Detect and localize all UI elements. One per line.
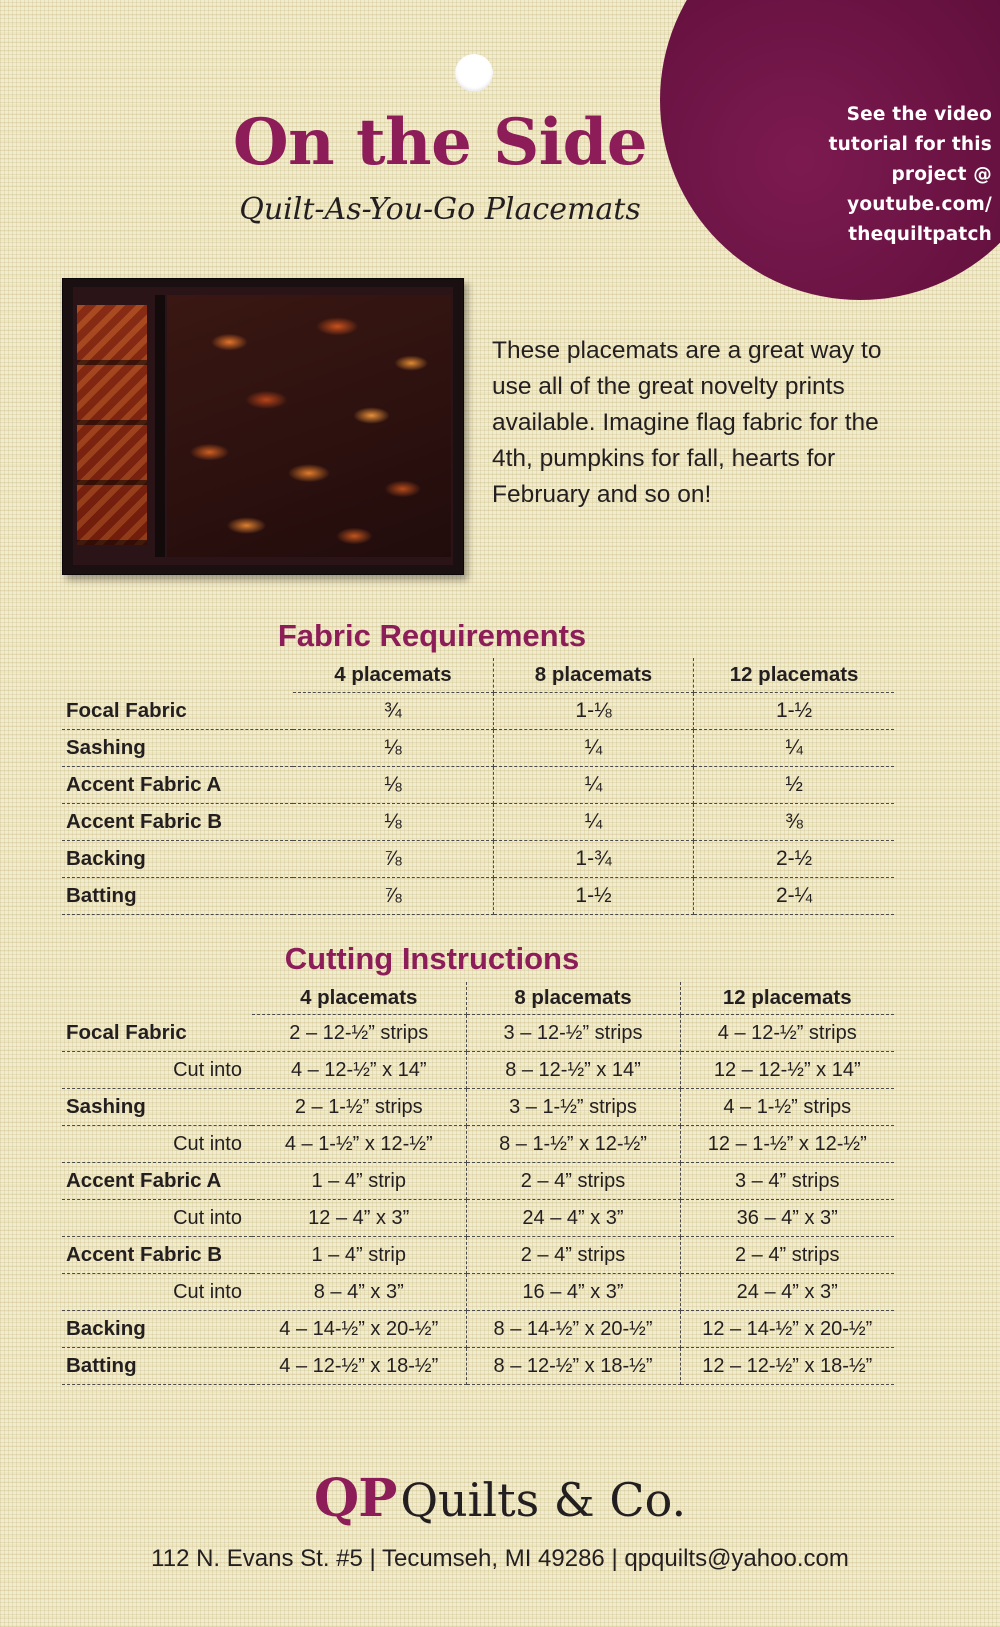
cell-value: ¾ xyxy=(293,693,493,730)
cell-value: 16 – 4” x 3” xyxy=(466,1274,680,1311)
table-row xyxy=(62,1311,894,1348)
table-row xyxy=(62,1052,894,1089)
row-label: Batting xyxy=(62,1348,252,1385)
cell-value: 24 – 4” x 3” xyxy=(680,1274,894,1311)
table-row xyxy=(62,1237,894,1274)
cell-value: 2 – 4” strips xyxy=(680,1237,894,1274)
badge-line-1: See the video xyxy=(846,104,992,125)
table-row xyxy=(62,1348,894,1385)
cell-value: ⅛ xyxy=(293,767,493,804)
fabric-requirements-table xyxy=(62,658,894,915)
row-label: Accent Fabric A xyxy=(62,1163,252,1200)
page-subtitle: Quilt-As-You-Go Placemats xyxy=(239,192,641,227)
cell-value: 12 – 4” x 3” xyxy=(252,1200,466,1237)
cell-value: 1-½ xyxy=(694,693,894,730)
corner-cell xyxy=(62,982,252,1015)
badge-line-5: thequiltpatch xyxy=(848,224,992,245)
table-row xyxy=(62,878,894,915)
cell-value: ¼ xyxy=(493,730,693,767)
corner-cell xyxy=(62,658,293,693)
cell-value: 2 – 4” strips xyxy=(466,1237,680,1274)
table-row xyxy=(62,693,894,730)
project-photo xyxy=(62,278,464,575)
cell-value: 24 – 4” x 3” xyxy=(466,1200,680,1237)
column-header-4: 4 placemats xyxy=(293,658,493,693)
row-label: Sashing xyxy=(62,730,293,767)
cell-value: 8 – 12-½” x 18-½” xyxy=(466,1348,680,1385)
cell-value: 3 – 1-½” strips xyxy=(466,1089,680,1126)
row-label: Accent Fabric A xyxy=(62,767,293,804)
column-header-4: 4 placemats xyxy=(252,982,466,1015)
row-sublabel: Cut into xyxy=(62,1200,252,1237)
column-header-8: 8 placemats xyxy=(466,982,680,1015)
table-header-row xyxy=(62,658,894,693)
row-label: Focal Fabric xyxy=(62,1015,252,1052)
cell-value: 12 – 12-½” x 14” xyxy=(680,1052,894,1089)
row-label: Backing xyxy=(62,1311,252,1348)
company-address: 112 N. Evans St. #5 | Tecumseh, MI 49286 | qpquilts@yahoo.com xyxy=(151,1545,849,1572)
cell-value: 12 – 1-½” x 12-½” xyxy=(680,1126,894,1163)
cell-value: 2 – 4” strips xyxy=(466,1163,680,1200)
cell-value: 4 – 14-½” x 20-½” xyxy=(252,1311,466,1348)
cell-value: 1-⅛ xyxy=(493,693,693,730)
row-label: Focal Fabric xyxy=(62,693,293,730)
cell-value: ⅞ xyxy=(293,878,493,915)
cell-value: 8 – 12-½” x 14” xyxy=(466,1052,680,1089)
badge-line-4: youtube.com/ xyxy=(847,194,992,215)
row-sublabel: Cut into xyxy=(62,1274,252,1311)
row-label: Backing xyxy=(62,841,293,878)
table-row xyxy=(62,1089,894,1126)
cell-value: 4 – 1-½” x 12-½” xyxy=(252,1126,466,1163)
cutting-instructions-heading: Cutting Instructions xyxy=(284,941,580,976)
table-row xyxy=(62,1200,894,1237)
cutting-instructions-table xyxy=(62,982,894,1385)
cell-value: ¼ xyxy=(694,730,894,767)
cell-value: 3 – 4” strips xyxy=(680,1163,894,1200)
table-row xyxy=(62,804,894,841)
logo-mark: QP xyxy=(313,1468,397,1529)
row-label: Accent Fabric B xyxy=(62,804,293,841)
cell-value: 1 – 4” strip xyxy=(252,1237,466,1274)
cell-value: ¼ xyxy=(493,767,693,804)
cell-value: 2-½ xyxy=(694,841,894,878)
cell-value: 2 – 12-½” strips xyxy=(252,1015,466,1052)
intro-paragraph: These placemats are a great way to use all of the great novelty prints available. Imagine flag fabric for the 4th, pumpkins for fall, hearts for February and so on! xyxy=(492,337,882,508)
cell-value: 4 – 12-½” x 18-½” xyxy=(252,1348,466,1385)
photo-accent-strip xyxy=(77,305,147,545)
cell-value: ½ xyxy=(694,767,894,804)
column-header-12: 12 placemats xyxy=(680,982,894,1015)
cell-value: 12 – 12-½” x 18-½” xyxy=(680,1348,894,1385)
photo-focal-fabric xyxy=(167,295,451,557)
cell-value: 4 – 1-½” strips xyxy=(680,1089,894,1126)
cell-value: ¼ xyxy=(493,804,693,841)
table-row xyxy=(62,1163,894,1200)
column-header-12: 12 placemats xyxy=(694,658,894,693)
cell-value: 1-½ xyxy=(493,878,693,915)
table-row xyxy=(62,1274,894,1311)
cell-value: 36 – 4” x 3” xyxy=(680,1200,894,1237)
table-row xyxy=(62,1126,894,1163)
cell-value: 1-¾ xyxy=(493,841,693,878)
company-logo xyxy=(0,1468,1000,1529)
cell-value: 2-¼ xyxy=(694,878,894,915)
cell-value: 8 – 14-½” x 20-½” xyxy=(466,1311,680,1348)
column-header-8: 8 placemats xyxy=(493,658,693,693)
cell-value: 4 – 12-½” strips xyxy=(680,1015,894,1052)
cell-value: ⅛ xyxy=(293,730,493,767)
cell-value: 12 – 14-½” x 20-½” xyxy=(680,1311,894,1348)
badge-line-2: tutorial for this xyxy=(828,134,992,155)
table-row xyxy=(62,730,894,767)
cell-value: ⅞ xyxy=(293,841,493,878)
cell-value: 4 – 12-½” x 14” xyxy=(252,1052,466,1089)
cell-value: 2 – 1-½” strips xyxy=(252,1089,466,1126)
row-label: Sashing xyxy=(62,1089,252,1126)
cell-value: 1 – 4” strip xyxy=(252,1163,466,1200)
fabric-requirements-heading: Fabric Requirements xyxy=(277,618,587,653)
row-sublabel: Cut into xyxy=(62,1052,252,1089)
punch-hole xyxy=(455,54,493,92)
table-row xyxy=(62,841,894,878)
cell-value: 3 – 12-½” strips xyxy=(466,1015,680,1052)
table-row xyxy=(62,1015,894,1052)
badge-line-3: project @ xyxy=(891,164,992,185)
table-row xyxy=(62,767,894,804)
cell-value: 8 – 1-½” x 12-½” xyxy=(466,1126,680,1163)
photo-sashing xyxy=(155,295,165,557)
row-sublabel: Cut into xyxy=(62,1126,252,1163)
cell-value: 8 – 4” x 3” xyxy=(252,1274,466,1311)
table-header-row xyxy=(62,982,894,1015)
row-label: Accent Fabric B xyxy=(62,1237,252,1274)
cell-value: ⅛ xyxy=(293,804,493,841)
row-label: Batting xyxy=(62,878,293,915)
logo-name: Quilts & Co. xyxy=(400,1473,687,1527)
cell-value: ⅜ xyxy=(694,804,894,841)
page-title: On the Side xyxy=(232,105,648,180)
